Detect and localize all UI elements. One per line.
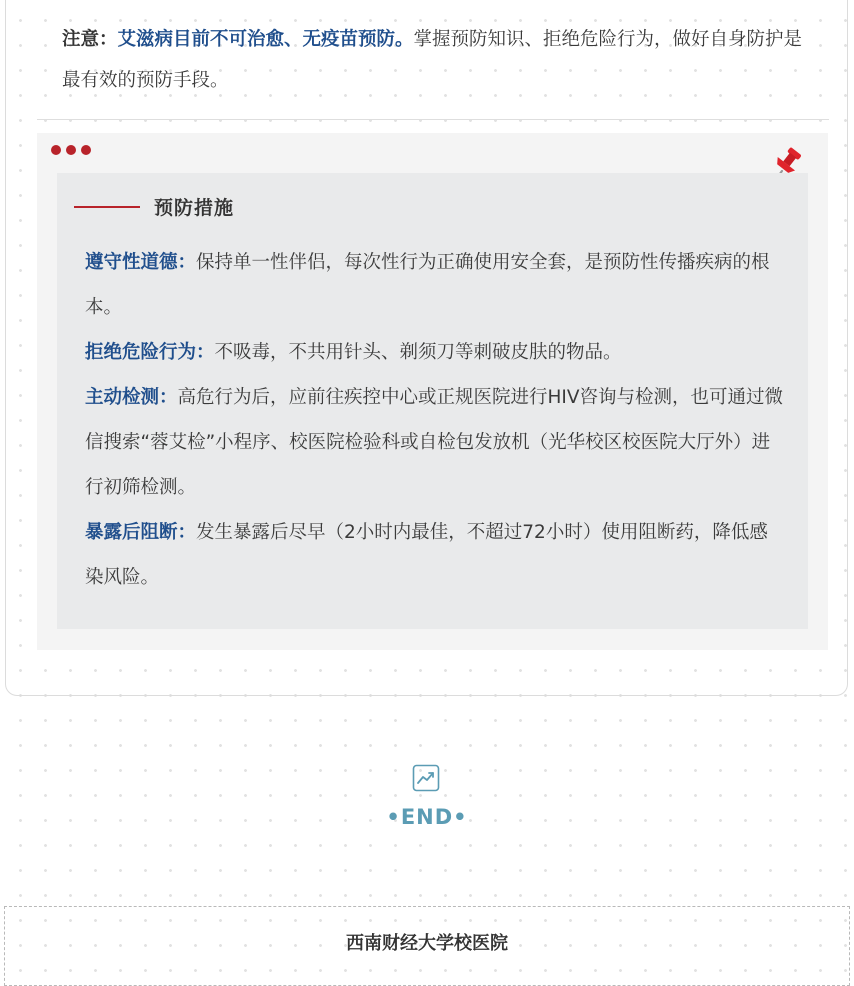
trending-chart-icon — [412, 764, 440, 792]
measures-list — [85, 240, 785, 600]
note-highlight: 艾滋病目前不可治愈、无疫苗预防。 — [117, 29, 414, 50]
prevention-panel — [37, 133, 828, 650]
prevention-content — [57, 173, 808, 629]
measure-item — [85, 510, 785, 600]
measure-key: 主动检测： — [85, 387, 178, 408]
measure-item — [85, 330, 785, 375]
content-card — [5, 0, 848, 696]
measure-key: 拒绝危险行为： — [85, 342, 215, 363]
end-marker: •END• — [386, 805, 468, 829]
section-heading — [74, 193, 234, 220]
footer — [4, 906, 850, 986]
footer-org-name: 西南财经大学校医院 — [346, 933, 508, 954]
measure-item — [85, 240, 785, 330]
aids-note — [62, 19, 814, 101]
heading-rule — [74, 206, 140, 208]
section-title: 预防措施 — [154, 197, 235, 219]
note-text: 掌握预防知识、拒绝危险行为，做好自身防护是最有效的预防手段。 — [62, 29, 803, 91]
measure-text: 保持单一性伴侣，每次性行为正确使用安全套，是预防性传播疾病的根本。 — [85, 252, 770, 318]
measure-text: 不吸毒，不共用针头、剃须刀等刺破皮肤的物品。 — [214, 342, 622, 363]
measure-key: 遵守性道德： — [85, 252, 197, 273]
measure-item — [85, 375, 785, 510]
red-dot-icon — [51, 145, 61, 155]
red-dot-icon — [66, 145, 76, 155]
note-label: 注意： — [62, 29, 118, 50]
measure-text: 高危行为后，应前往疾控中心或正规医院进行HIV咨询与检测，也可通过微信搜索“蓉艾检”小程序、校医院检验科或自检包发放机（光华校区校医院大厅外）进行初筛检测。 — [85, 387, 784, 498]
section-divider — [37, 119, 829, 120]
measure-text: 发生暴露后尽早（2小时内最佳，不超过72小时）使用阻断药，降低感染风险。 — [85, 522, 768, 588]
dots-decoration — [51, 145, 91, 155]
measure-key: 暴露后阻断： — [85, 522, 197, 543]
red-dot-icon — [81, 145, 91, 155]
